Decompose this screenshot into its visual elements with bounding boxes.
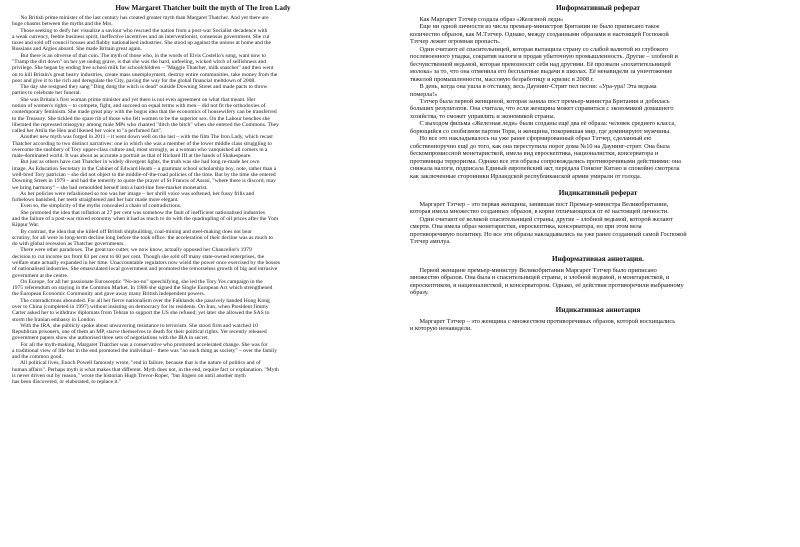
article-line: poor and give it to the rich and deregulate the City, paving the way for the global financial meltdown of 2008.: [12, 77, 256, 84]
annotation-line: множество образов. Она была и спасительницей страны, и злобной ведьмой, и монетаристкой, и: [410, 274, 670, 282]
abstract-line: собственноручно ещё до того, как она переступила порог дома №10 на Даунинг-стрит. Она была: [410, 142, 670, 150]
article-line: Russians and Argies aboard. She made Britain great again.: [12, 46, 142, 53]
informative-abstract-body: [410, 16, 786, 180]
article-line: scrutiny, for all were in long-term decline long before the took office: the acceleration of their decline was as much to: [12, 234, 273, 241]
abstract-line: Тэтчер была первой женщиной, которая заняла пост премьер-министра Британии и добилась: [410, 97, 670, 105]
article-line: well-bred Tory patrician – she did not object to the middle-of-the-road policies of the time. But by the time she entered: [12, 172, 276, 179]
indicative-abstract-body: [410, 201, 786, 246]
abstract-line: больших результатов. Она считала, что если женщина может справиться с экономикой домашнего: [410, 105, 674, 113]
article-line: is never driven out by reason," wrote the historian Hugh Trevor-Roper, "but lingers on until another myth: [12, 373, 246, 380]
article-line: There were other paradoxes. The great tax-cutter, we now know, actually opposed her Chancellor's 1979: [12, 247, 252, 254]
article-line: taxes and sold off council houses and flabby nationalised industries. She stood up against the unions at home and the: [12, 40, 272, 47]
article-line: All political lives, Enoch Powell famously wrote, "end in failure, because that is the nature of politics and of: [12, 360, 261, 367]
article-line: Those seeking to deify her visualize a saviour who rescued the nation from a post-war Socialist decadence with: [12, 27, 268, 34]
abstract-line: хозяйства, то сможет управлять и экономикой страны.: [410, 112, 556, 120]
article-line: The contradictions abounded. For all her fierce nationalism over the Falklands she passively handed Hong Kong: [12, 297, 270, 304]
abstract-line: Маргарет Тэтчер – это первая женщина, занявшая пост Премьер-министра Великобритании,: [410, 200, 669, 208]
article-line: storm the Iranian embassy in London: [12, 316, 95, 323]
informative-annotation-title: Информативная аннотация.: [552, 254, 644, 263]
article-line: But there is an obverse of that coin. The myth of those who, in the words of Elvis Costello's song, want now to: [12, 52, 267, 59]
article-line: Thatcher according to two distinct narratives: one in which she was a member of the lower middle class struggling to: [12, 140, 272, 147]
article-line: She was Britain's first woman prime minister and yet there is not even agreement on what that meant. Her: [12, 96, 256, 103]
article-line: She promoted the idea that inflation at 27 per cent was somehow the fault of inefficient nationalised industries: [12, 209, 265, 216]
article-line: and the common good.: [12, 354, 63, 361]
annotation-line: и которую ненавидели.: [410, 324, 472, 332]
article-line: decision to cut income tax from 83 per cent to 60 per cent. Though she sold off many state-owned enterprises, the: [12, 253, 265, 260]
article-line: liberated the repressed misogyny among male MPs who chanted "ditch the bitch" when she entered the Commons. They: [12, 121, 279, 128]
article-line: do with global recession as Thatcher governments.: [12, 241, 125, 248]
abstract-line: С выходом фильма «Железная леди» были созданы ещё два её образа: человек среднего класса,: [410, 120, 676, 128]
annotation-line: Маргарет Тэтчер – это женщина с множеством противоречивых образов, которой восхищались: [410, 317, 676, 325]
article-line: For all the myth-making, Margaret Thatcher was a conservative who promoted accelerated change. She was for: [12, 341, 268, 348]
abstract-line: Тэтчер амплуа.: [410, 238, 451, 246]
article-line: government papers show she authorised three sets of negotiations with the IRA in secret.: [12, 335, 209, 342]
article-line: male-dominated world. It was about as accurate a portrait as that of Richard III at the hands of Shakespeare.: [12, 153, 252, 160]
indicative-annotation-body: [410, 318, 786, 333]
abstract-line: тяжелой промышленности, массовую безработицу и кризис в 2008 г.: [410, 75, 594, 83]
abstract-line: померла!»: [410, 90, 438, 98]
article-line: to the Treasury. She tickled the spare rib of those who felt women to be the superior sex. On the Labour benches she: [12, 115, 270, 122]
abstract-line: молока» за то, что она отменила его бесплатные выдачи в школах. Её ненавидели за уничтожение: [410, 68, 673, 76]
article-line: human affairs". Perhaps myth is what makes that different. Myth does not, in the end, require fact or explanation. "Myth: [12, 366, 279, 373]
article-line: we bring harmony" – she had remoulded herself into a hard-line free-market monetarist.: [12, 184, 208, 191]
article-line: huge chasms between the myths and the Mrs.: [12, 21, 113, 28]
abstract-line: бескомпромиссной монетаристкой, имела вид евроскептика, националистки, консерватора и: [410, 150, 659, 158]
informative-abstract-title: Информативный реферат: [555, 4, 641, 12]
abstract-line: Еще ни одной личности из числа премьер-министров Британии не было приписано такое: [410, 23, 660, 31]
article-line: image. As Education Secretary in the Cabinet of Edward Heath – a grammar school scholarship boy, note, rather than a: [12, 165, 277, 172]
article-line: 1975 referendum on staying in the Common Market. In 1986 she signed the Single European Act which strengthened: [12, 285, 273, 292]
article-line: overcome the snobbery of Tory upper-class culture and, most strongly, as a woman who vanquished all comers in a: [12, 146, 268, 153]
abstract-line: Одни считают её спасительницей, которая вытащила страну со слабой валютой из глубокого: [410, 45, 669, 53]
abstract-line: количество образов, как М.Тэтчер. Однако, между созданными образами и настоящей Госпожой: [410, 30, 669, 38]
abstract-line: бесчувственной ведьмой, которая превозносит себя над другими. Её прозвали «похитительницей: [410, 60, 671, 68]
article-line: Carter asked her to withdraw diplomats from Tehran to support the US she refused; yet later she allowed the SAS to: [12, 310, 270, 317]
article-line: Even so, the simplicity of the myths concealed a chain of contradictions.: [12, 203, 182, 210]
article-line: furbelows banished, her teeth straightened and her hair made more elegant.: [12, 197, 179, 204]
article-line: a weak currency, feeble business spirit, ineffective incentives and an interventionist, consensus government. She cut: [12, 33, 270, 40]
article-line: notion of women's rights – to compete, fight, and succeed on equal terms with men – did not fit the orthodoxies of: [12, 102, 266, 109]
article-line: welfare state actually expanded in her time. Unaccountable regulators now wield the power once exercised by the bosses: [12, 259, 280, 266]
article-line: "Tramp the dirt down" on her yet undug grave, is that she was the hard, unfeeling, wicked witch of selfishness and: [12, 58, 267, 65]
article-line: As her policies were refashioned so too was her image – her shrill voice was softened, her fussy frills and: [12, 190, 255, 197]
abstract-line: Одни считают её великой спасительницей страны, другие – злобной ведьмой, которой желают: [410, 215, 673, 223]
article-line: over to China (completed in 1997) without insisting on democracy for its residents. On Iran, when President Jimmy: [12, 303, 269, 310]
abstract-line: Тэтчер лежит огромная пропасть.: [410, 38, 501, 46]
article-line: With the IRA, she publicly spoke about unwavering resistance to terrorism. She stood firm and watched 10: [12, 322, 258, 329]
article-title: How Margaret Thatcher built the myth of The Iron Lady: [115, 4, 291, 12]
article-line: Downing Street in 1979 – and had the temerity to quote the prayer of St Francis of Assisi, "where there is discord, may: [12, 178, 276, 185]
article-body: [12, 15, 394, 386]
abstract-line: снижала налоги, подписала Единый европейский акт, передала Гонконг Китаю и спокойно смотрела: [410, 165, 680, 173]
article-line: The day she resigned they sang "Ding dong the witch is dead" outside Downing Street and made pacts to throw: [12, 84, 268, 91]
article-line: called her Attila the Hen and likened her voice to "a perfumed fart".: [12, 128, 163, 135]
article-line: has been discovered, or elaborated, to replace it.": [12, 379, 122, 386]
article-line: of nationalised industries. She emasculated local government and promoted the remorseless growth of big and intrusive: [12, 266, 278, 273]
article-line: But just as others have cast Thatcher in widely divergent lights, the truth was she had long re-made her own: [12, 159, 260, 166]
annotation-line: образу.: [410, 289, 429, 297]
abstract-line: Как Маргарет Тэтчер создала образ «Железной леди»: [410, 16, 564, 23]
indicative-annotation-title: Индикативная аннотация: [555, 305, 641, 314]
article-line: on to kill Britain's great heavy industries, create mass unemployment, destroy entire communities, take money from the: [12, 71, 278, 78]
article-line: the European Economic Community and gave away many British independent powers.: [12, 291, 206, 298]
article-line: Republican prisoners, one of them an MP, starve themselves to death for their political rights. Yet recently released: [12, 329, 267, 336]
abstract-line: противоречивую политику. Но все эти образы накладывались на уже ранее созданный самой Госпожой: [410, 230, 687, 238]
abstract-line: Но все это накладывалось на уже ранее сформированный образ Тэтчер, сделанный ею: [410, 135, 652, 143]
abstract-line: послевоенного упадка, сократив налоги и продав убыточную промышленность. Другие – злобной и: [410, 53, 678, 61]
article-line: Another new myth was forged in 2011 – it went down well on the last – with the film The Iron Lady, which recast: [12, 134, 273, 141]
russian-summary-page: [400, 0, 800, 547]
article-line: and the failure of a post-war mixed economy when it had as much to do with the quadrupling of oil prices after the Yom: [12, 216, 279, 222]
informative-annotation-body: [410, 267, 786, 297]
abstract-line: борющийся со снобизмом партии Тори, и женщина, покорившая мир, где доминируют мужчины.: [410, 127, 671, 135]
abstract-line: смерти. Она имела образ монетаристки, евроскептика, консерватора, но при этом вела: [410, 223, 642, 231]
indicative-abstract-title: Индикативный реферат: [558, 188, 638, 197]
article-line: parties to celebrate her funeral.: [12, 90, 81, 97]
abstract-line: как заключенные сторонники Ирландской республиканской армии умирали от голода.: [410, 172, 642, 180]
annotation-line: евроскептиком, и националисткой, и консерватором. Однако, её действия противоречили выбранному: [410, 281, 684, 289]
article-line: contemporary feminism. She made great play with the bogus idea that the economics of housewifery can be transferred: [12, 109, 277, 116]
article-line: On Europe, for all her passionate Eurosceptic "No-no-no" speechifying, she led the Tory Yes campaign in the: [12, 278, 263, 285]
annotation-line: Первой женщине премьер-министру Великобритании Маргарет Тэтчер было приписано: [410, 266, 657, 274]
abstract-line: противницы терроризма. Однако все эти образы сопровождались противоречивыми действиями: она: [410, 157, 681, 165]
article-line: No British prime minister of the last century has created greater myth than Margaret Thatcher. And yet there are: [12, 15, 269, 21]
article-line: government at the centre.: [12, 272, 69, 279]
article-line: privilege. She began by ending free school milk for schoolchildren – "Maggie Thatcher, milk snatcher" and then went: [12, 65, 274, 72]
article-line: Kippur War.: [12, 222, 40, 229]
article-line: a traditional view of life but in the end promoted the individual – there was "no such thing as society" – over the family: [12, 347, 278, 354]
article-line: By contrast, the idea that she killed off British shipbuilding, coal-mining and steel-making does not bear: [12, 228, 252, 235]
abstract-line: В день, когда она ушла в отставку, весь Даунинг-Стрит пел песни: «Ура-ура! Эта ведьма: [410, 83, 657, 91]
abstract-line: которая имела множество созданных образов, в корне отличающихся от её настоящей личности.: [410, 208, 669, 216]
